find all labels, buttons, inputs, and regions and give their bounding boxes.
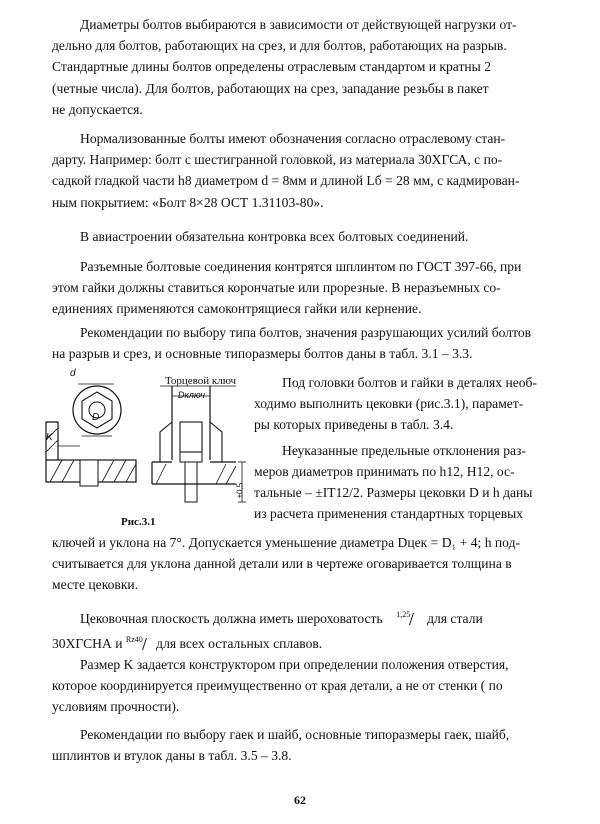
text-line: месте цековки. — [52, 577, 139, 593]
figure-label-d: d — [70, 368, 76, 379]
paragraph-cotter-pins — [52, 256, 558, 320]
figure-label-dimension: ±0,5 — [235, 482, 245, 499]
figure-label-wrench: Торцевой ключ — [165, 375, 237, 387]
text-line: ры которых приведены в табл. 3.4. — [254, 417, 454, 432]
paragraph-roughness — [52, 604, 558, 654]
text-line: считывается для уклона данной детали или в чертеже оговаривается толщина в — [52, 556, 512, 572]
text-line: дельно для болтов, работающих на срез, и для болтов, работающих на разрыв. — [52, 38, 507, 54]
text-line — [52, 604, 558, 629]
text-line: на разрыв и срез, и основные типоразмеры болтов даны в табл. 3.1 – 3.3. — [52, 346, 473, 362]
text-line: Рекомендации по выбору типа болтов, значения разрушающих усилий болтов — [80, 325, 532, 340]
roughness-check-icon — [409, 613, 422, 625]
text-line: ным покрытием: «Болт 8×28 ОСТ 1.31103-80». — [52, 194, 324, 210]
text-line: садкой гладкой части h8 диаметром d = 8мм и длиной Lб = 28 мм, с кадмирован- — [52, 173, 520, 189]
text-fragment: для всех остальных сплавов. — [156, 636, 323, 652]
text-line: Неуказанные предельные отклонения раз- — [282, 443, 526, 458]
paragraph-tolerances — [254, 440, 558, 524]
paragraph-normalized-bolts — [52, 128, 558, 213]
roughness-check-icon — [142, 638, 155, 650]
text-line: которое координируется преимущественно от края детали, а не от стенки ( по — [52, 678, 503, 694]
paragraph-bolt-diameters — [52, 14, 558, 120]
text-line: Под головки болтов и гайки в деталях необ- — [282, 375, 538, 390]
paragraph-counterbore — [254, 372, 558, 435]
text-line: Разъемные болтовые соединения контрятся шплинтом по ГОСТ 397-66, при — [80, 259, 522, 274]
figure-counterbore-diagram — [40, 372, 250, 532]
roughness-value-2: Rz40 — [125, 635, 143, 645]
text-line: условиям прочности). — [52, 699, 180, 715]
figure-label-dkey: Dключ — [178, 390, 205, 400]
text-line: единениях применяются самоконтрящиеся гайки или кернение. — [52, 301, 422, 317]
paragraph-dimension-k — [52, 654, 558, 718]
text-line: тальные – ±IT12/2. Размеры цековки D и h даны — [254, 485, 533, 500]
paragraph-locking — [52, 226, 558, 247]
text-line: дарту. Например: болт с шестигранной головкой, из материала 30ХГСА, с по- — [52, 152, 503, 168]
text-fragment: Цековочная плоскость должна иметь шероховатость — [80, 611, 383, 626]
page-number: 62 — [294, 793, 306, 807]
text-fragment: для стали — [427, 611, 483, 626]
text-line: не допускается. — [52, 101, 143, 117]
text-line: Нормализованные болты имеют обозначения согласно отраслевому стан- — [80, 131, 506, 146]
text-line: из расчета применения стандартных торцевых — [254, 506, 524, 521]
text-line: Рекомендации по выбору гаек и шайб, основные типоразмеры гаек, шайб, — [80, 727, 510, 742]
paragraph-tolerances-continued — [52, 532, 558, 596]
text-line: (четные числа). Для болтов, работающих на срез, западание резьбы в пакет — [52, 80, 489, 96]
figure-caption: Рис.3.1 — [121, 516, 156, 528]
text-line: ходимо выполнить цековки (рис.3.1), парамет- — [254, 396, 524, 411]
text-line — [52, 629, 558, 654]
text-line: этом гайки должны ставиться корончатые или прорезные. В неразъемных со- — [52, 280, 501, 296]
text-line: Стандартные длины болтов определены отраслевым стандартом и кратны 2 — [52, 59, 491, 75]
text-line: В авиастроении обязательна контровка всех болтовых соединений. — [80, 229, 469, 244]
text-fragment: 30ХГСНА и — [52, 636, 123, 652]
figure-label-D: D — [92, 412, 100, 423]
text-line: Размер K задается конструктором при определении положения отверстия, — [80, 657, 509, 672]
text-line: шплинтов и втулок даны в табл. 3.5 – 3.8. — [52, 748, 292, 764]
roughness-value-1: 1,25 — [396, 610, 411, 619]
text-line: ключей и уклона на 7°. Допускается уменьшение диаметра Dцек = D₁ + 4; h под- — [52, 535, 521, 550]
figure-label-K: K — [46, 432, 53, 443]
paragraph-recommendations-nuts — [52, 724, 558, 766]
paragraph-recommendations-bolts — [52, 322, 558, 364]
text-line: Диаметры болтов выбираются в зависимости от действующей нагрузки от- — [80, 17, 517, 32]
text-line: меров диаметров принимать по h12, H12, ос- — [254, 464, 515, 479]
